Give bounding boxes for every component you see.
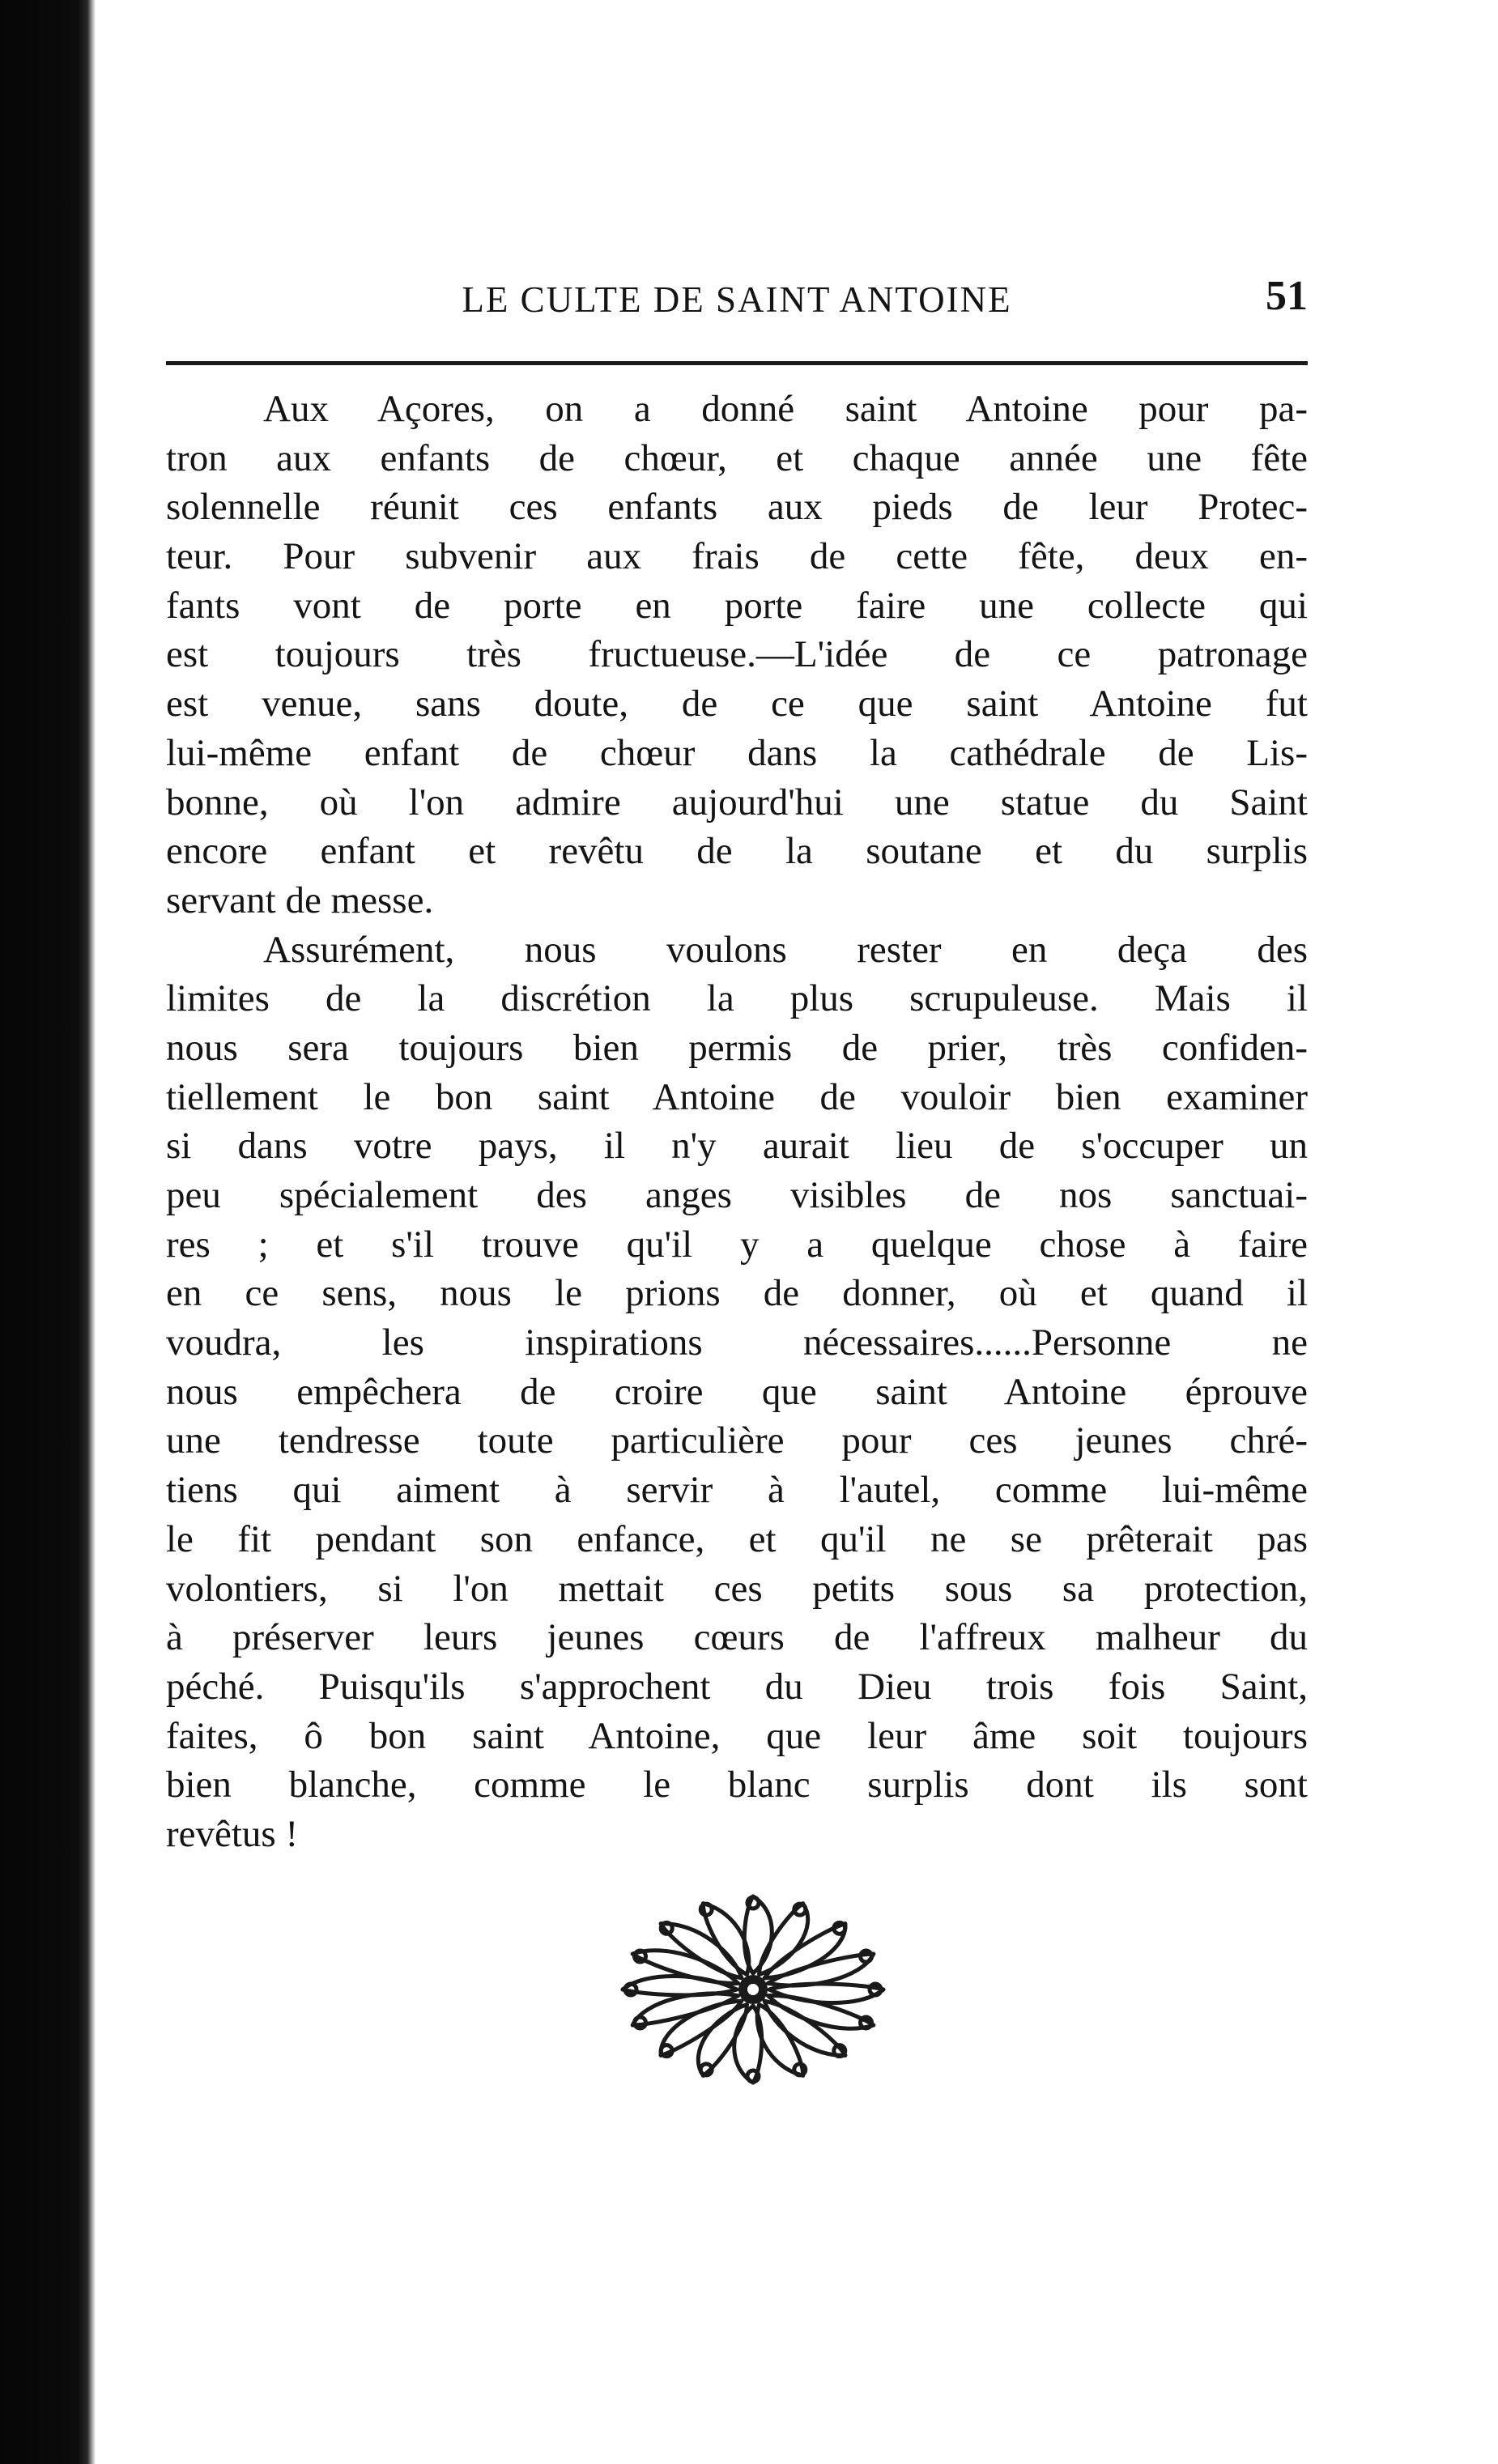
text-line: nous empêchera de croire que saint Antoine éprouve [166,1370,1308,1413]
text-line: Aux Açores, on a donné saint Antoine pour pa- [263,388,1308,430]
text-line: tiens qui aiment à servir à l'autel, comme lui-même [166,1469,1308,1512]
text-line: lui-même enfant de chœur dans la cathédrale de Lis- [166,731,1308,774]
text-line: res ; et s'il trouve qu'il y a quelque chose à faire [166,1223,1308,1266]
text-line: est venue, sans doute, de ce que saint Antoine fut [166,683,1308,726]
text-line: peu spécialement des anges visibles de nos sanctuai- [166,1174,1308,1216]
text-line: faites, ô bon saint Antoine, que leur âme soit toujours [166,1714,1308,1757]
text-line: si dans votre pays, il n'y aurait lieu de s'occuper un [166,1125,1308,1168]
text-line: voudra, les inspirations nécessaires......Personne ne [166,1321,1308,1364]
paragraph [166,926,1308,1859]
text-line: bonne, où l'on admire aujourd'hui une statue du Saint [166,781,1308,823]
text-line: péché. Puisqu'ils s'approchent du Dieu trois fois Saint, [166,1665,1308,1708]
paragraph [166,385,1308,926]
text-line: nous sera toujours bien permis de prier, très confiden- [166,1026,1308,1069]
text-line: en ce sens, nous le prions de donner, où et quand il [166,1272,1308,1315]
page-number: 51 [1266,273,1308,319]
body-text [166,385,1308,1859]
running-head: LE CULTE DE SAINT ANTOINE [462,279,1012,320]
text-line: servant de messe. [166,879,434,921]
text-line: Assurément, nous voulons rester en deça des [263,928,1308,971]
text-line: encore enfant et revêtu de la soutane et du surplis [166,830,1308,873]
text-line: solennelle réunit ces enfants aux pieds de leur Protec- [166,486,1308,529]
text-line: limites de la discrétion la plus scrupuleuse. Mais il [166,977,1308,1020]
text-line: le fit pendant son enfance, et qu'il ne se prêterait pas [166,1517,1308,1560]
page-binding-edge [0,0,96,2464]
text-line: fants vont de porte en porte faire une collecte qui [166,584,1308,627]
text-line: une tendresse toute particulière pour ces jeunes chré- [166,1419,1308,1462]
text-line: est toujours très fructueuse.—L'idée de ce patronage [166,633,1308,676]
floral-rosette-icon [599,1879,907,2101]
header-rule [166,361,1308,365]
text-line: tron aux enfants de chœur, et chaque année une fête [166,436,1308,479]
text-line: à préserver leurs jeunes cœurs de l'affreux malheur du [166,1616,1308,1659]
text-line: teur. Pour subvenir aux frais de cette fête, deux en- [166,535,1308,578]
page-header [166,267,1308,332]
text-line: revêtus ! [166,1812,299,1855]
text-line: volontiers, si l'on mettait ces petits sous sa protection, [166,1567,1308,1610]
text-line: tiellement le bon saint Antoine de vouloir bien examiner [166,1075,1308,1118]
text-line: bien blanche, comme le blanc surplis dont ils sont [166,1764,1308,1807]
